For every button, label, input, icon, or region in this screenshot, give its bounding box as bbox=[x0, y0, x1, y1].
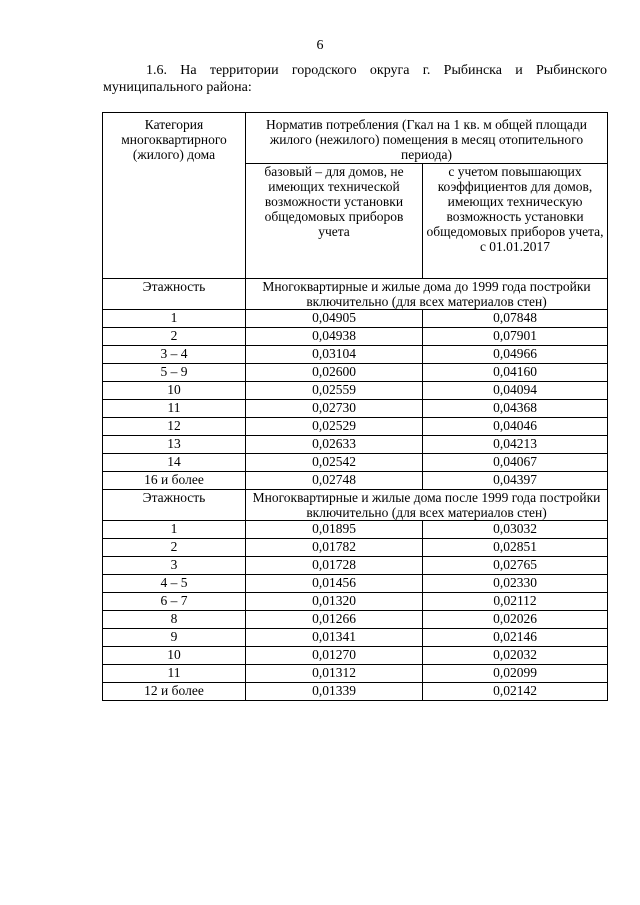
group2-label: Этажность bbox=[103, 490, 246, 521]
consumption-norms-table bbox=[102, 112, 608, 701]
header-base: базовый – для домов, не имеющих технической возможности установки общедомовых приборов учета bbox=[246, 164, 423, 279]
coef-value-cell: 0,02330 bbox=[423, 575, 608, 593]
floors-cell: 10 bbox=[103, 382, 246, 400]
base-value-cell: 0,03104 bbox=[246, 346, 423, 364]
floors-cell: 3 bbox=[103, 557, 246, 575]
coef-value-cell: 0,02099 bbox=[423, 665, 608, 683]
table-row bbox=[103, 575, 608, 593]
coef-value-cell: 0,02146 bbox=[423, 629, 608, 647]
coef-value-cell: 0,04160 bbox=[423, 364, 608, 382]
table-row bbox=[103, 364, 608, 382]
floors-cell: 9 bbox=[103, 629, 246, 647]
base-value-cell: 0,01339 bbox=[246, 683, 423, 701]
header-category: Категория многоквартирного (жилого) дома bbox=[103, 113, 246, 279]
coef-value-cell: 0,02765 bbox=[423, 557, 608, 575]
base-value-cell: 0,01341 bbox=[246, 629, 423, 647]
group2-header-row bbox=[103, 490, 608, 521]
table-row bbox=[103, 647, 608, 665]
floors-cell: 12 bbox=[103, 418, 246, 436]
floors-cell: 16 и более bbox=[103, 472, 246, 490]
group1-label: Этажность bbox=[103, 279, 246, 310]
table-row bbox=[103, 310, 608, 328]
table-row bbox=[103, 382, 608, 400]
coef-value-cell: 0,02026 bbox=[423, 611, 608, 629]
page-number: 6 bbox=[316, 38, 324, 53]
coef-value-cell: 0,07901 bbox=[423, 328, 608, 346]
floors-cell: 8 bbox=[103, 611, 246, 629]
base-value-cell: 0,01266 bbox=[246, 611, 423, 629]
floors-cell: 13 bbox=[103, 436, 246, 454]
base-value-cell: 0,02559 bbox=[246, 382, 423, 400]
floors-cell: 12 и более bbox=[103, 683, 246, 701]
table-row bbox=[103, 665, 608, 683]
floors-cell: 2 bbox=[103, 328, 246, 346]
table-row bbox=[103, 436, 608, 454]
base-value-cell: 0,02542 bbox=[246, 454, 423, 472]
table-row bbox=[103, 328, 608, 346]
base-value-cell: 0,02730 bbox=[246, 400, 423, 418]
table-row bbox=[103, 521, 608, 539]
base-value-cell: 0,02633 bbox=[246, 436, 423, 454]
base-value-cell: 0,02600 bbox=[246, 364, 423, 382]
base-value-cell: 0,04938 bbox=[246, 328, 423, 346]
header-norm: Норматив потребления (Гкал на 1 кв. м общей площади жилого (нежилого) помещения в месяц отопительного периода) bbox=[246, 113, 608, 164]
group1-header-row bbox=[103, 279, 608, 310]
coef-value-cell: 0,04046 bbox=[423, 418, 608, 436]
group2-title: Многоквартирные и жилые дома после 1999 года постройки включительно (для всех материалов стен) bbox=[246, 490, 608, 521]
coef-value-cell: 0,04966 bbox=[423, 346, 608, 364]
base-value-cell: 0,01782 bbox=[246, 539, 423, 557]
floors-cell: 1 bbox=[103, 521, 246, 539]
floors-cell: 3 – 4 bbox=[103, 346, 246, 364]
floors-cell: 1 bbox=[103, 310, 246, 328]
header-coef: с учетом повышающих коэффициентов для домов, имеющих техническую возможность установки общедомовых приборов учета, с 01.01.2017 bbox=[423, 164, 608, 279]
table-row bbox=[103, 472, 608, 490]
table-row bbox=[103, 683, 608, 701]
table-row bbox=[103, 539, 608, 557]
base-value-cell: 0,02529 bbox=[246, 418, 423, 436]
floors-cell: 11 bbox=[103, 400, 246, 418]
coef-value-cell: 0,04213 bbox=[423, 436, 608, 454]
table-row bbox=[103, 593, 608, 611]
coef-value-cell: 0,02032 bbox=[423, 647, 608, 665]
floors-cell: 5 – 9 bbox=[103, 364, 246, 382]
floors-cell: 4 – 5 bbox=[103, 575, 246, 593]
table-row bbox=[103, 454, 608, 472]
base-value-cell: 0,01312 bbox=[246, 665, 423, 683]
table-row bbox=[103, 611, 608, 629]
floors-cell: 2 bbox=[103, 539, 246, 557]
intro-paragraph: 1.6. На территории городского округа г. Рыбинска и Рыбинского муниципального района: bbox=[103, 63, 607, 95]
table-row bbox=[103, 557, 608, 575]
floors-cell: 14 bbox=[103, 454, 246, 472]
base-value-cell: 0,01320 bbox=[246, 593, 423, 611]
coef-value-cell: 0,02112 bbox=[423, 593, 608, 611]
table-row bbox=[103, 418, 608, 436]
coef-value-cell: 0,04368 bbox=[423, 400, 608, 418]
base-value-cell: 0,04905 bbox=[246, 310, 423, 328]
coef-value-cell: 0,04397 bbox=[423, 472, 608, 490]
floors-cell: 6 – 7 bbox=[103, 593, 246, 611]
coef-value-cell: 0,04067 bbox=[423, 454, 608, 472]
floors-cell: 11 bbox=[103, 665, 246, 683]
base-value-cell: 0,01270 bbox=[246, 647, 423, 665]
group1-title: Многоквартирные и жилые дома до 1999 года постройки включительно (для всех материалов стен) bbox=[246, 279, 608, 310]
table-row bbox=[103, 346, 608, 364]
coef-value-cell: 0,07848 bbox=[423, 310, 608, 328]
table-row bbox=[103, 629, 608, 647]
base-value-cell: 0,01895 bbox=[246, 521, 423, 539]
table-row bbox=[103, 400, 608, 418]
base-value-cell: 0,01728 bbox=[246, 557, 423, 575]
coef-value-cell: 0,03032 bbox=[423, 521, 608, 539]
base-value-cell: 0,01456 bbox=[246, 575, 423, 593]
base-value-cell: 0,02748 bbox=[246, 472, 423, 490]
coef-value-cell: 0,04094 bbox=[423, 382, 608, 400]
coef-value-cell: 0,02851 bbox=[423, 539, 608, 557]
floors-cell: 10 bbox=[103, 647, 246, 665]
coef-value-cell: 0,02142 bbox=[423, 683, 608, 701]
table-header-row bbox=[103, 113, 608, 164]
